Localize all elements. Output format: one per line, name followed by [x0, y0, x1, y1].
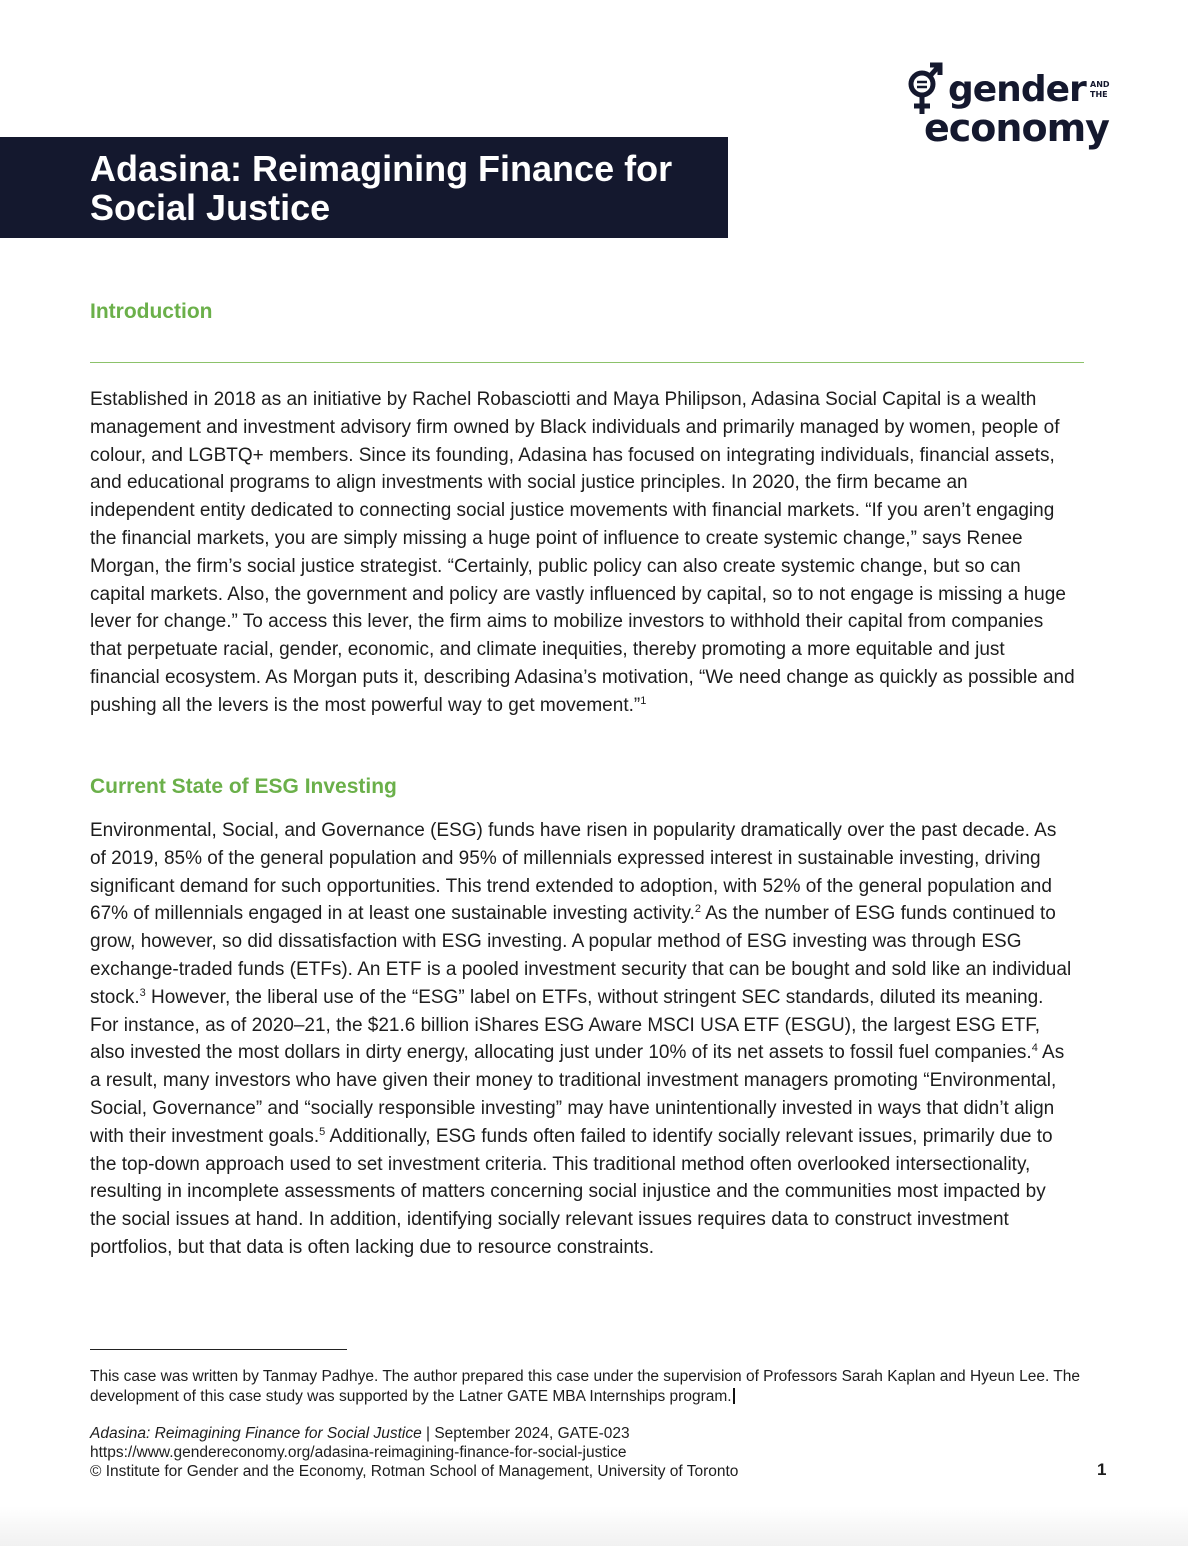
logo-word-economy: economy	[924, 106, 1109, 150]
section-heading-introduction: Introduction	[90, 300, 213, 323]
page-bottom-edge	[0, 1506, 1188, 1546]
section-divider	[90, 362, 1084, 363]
esg-text-segment: As a result, many investors who have given their money to traditional investment managers promoting “Environmental, Social, Governance” and “socially responsible investing” may have unintentionally invested in ways that didn’t align with their investment goals.	[90, 1042, 1065, 1147]
copyright: © Institute for Gender and the Economy, Rotman School of Management, University of Toronto	[90, 1463, 739, 1480]
esg-text-segment: Environmental, Social, and Governance (ESG) funds have risen in popularity dramatically over the past decade. As of 2019, 85% of the general population and 95% of millennials expressed interest in sustainable investing, driving significant demand for such opportunities. This trend extended to adoption, with 52% of the general population and 67% of millennials engaged in at least one sustainable investing activity.	[90, 820, 1057, 925]
text-cursor	[733, 1388, 735, 1404]
author-note	[90, 1367, 1090, 1407]
logo-word-the: THE	[1090, 90, 1108, 99]
gender-economy-logo	[906, 60, 1126, 160]
citation-title: Adasina: Reimagining Finance for Social Justice	[90, 1425, 422, 1442]
footnote-ref[interactable]: 4	[1031, 1042, 1038, 1055]
esg-text-segment: As the number of ESG funds continued to grow, however, so did dissatisfaction with ESG investing. A popular method of ESG investing was through ESG exchange-traded funds (ETFs). An ETF is a pooled investment security that can be bought and sold like an individual stock.	[90, 903, 1072, 1008]
introduction-paragraph	[90, 386, 1075, 720]
logo-word-gender: gender	[948, 69, 1086, 110]
footnote-ref[interactable]: 3	[139, 986, 146, 999]
esg-paragraph	[90, 817, 1075, 1262]
page-number: 1	[1097, 1460, 1107, 1479]
footnote-divider	[90, 1349, 347, 1350]
citation-line	[90, 1424, 990, 1443]
title-banner	[0, 137, 728, 238]
page-title: Adasina: Reimagining Finance for Social Justice	[90, 148, 673, 228]
logo-word-and: AND	[1090, 80, 1110, 89]
section-heading-esg: Current State of ESG Investing	[90, 775, 397, 798]
esg-text-segment: Additionally, ESG funds often failed to identify socially relevant issues, primarily due to the top-down approach used to set investment criteria. This traditional method often overlooked intersectionality, resulting in incomplete assessments of matters concerning social injustice and the communities most impacted by the social issues at hand. In addition, identifying socially relevant issues requires data to construct investment portfolios, but that data is often lacking due to resource constraints.	[90, 1125, 1053, 1258]
introduction-text: Established in 2018 as an initiative by Rachel Robasciotti and Maya Philipson, Adasina Social Capital is a wealth management and investment advisory firm owned by Black individuals and primarily managed by women, people of colour, and LGBTQ+ members. Since its founding, Adasina has focused on integrating individuals, financial assets, and educational programs to align investments with social justice principles. In 2020, the firm became an independent entity dedicated to connecting social justice movements with financial markets. “If you aren’t engaging the financial markets, you are simply missing a huge point of influence to create systemic change,” says Renee Morgan, the firm’s social justice strategist. “Certainly, public policy can also create systemic change, but so can capital markets. Also, the government and policy are vastly influenced by capital, so to not engage is missing a huge lever for change.” To access this lever, the firm aims to mobilize investors to withhold their capital from companies that perpetuate racial, gender, economic, and climate inequities, thereby promoting a more equitable and just financial ecosystem. As Morgan puts it, describing Adasina’s motivation, “We need change as quickly as possible and pushing all the levers is the most powerful way to get movement.”	[90, 389, 1075, 716]
footnote-ref[interactable]: 2	[694, 903, 701, 916]
citation-url[interactable]: https://www.gendereconomy.org/adasina-reimagining-finance-for-social-justice	[90, 1444, 627, 1461]
footnote-ref[interactable]: 5	[319, 1125, 326, 1138]
footnote-ref[interactable]: 1	[640, 694, 647, 707]
citation-date-code: | September 2024, GATE-023	[421, 1425, 630, 1442]
esg-text-segment: However, the liberal use of the “ESG” label on ETFs, without stringent SEC standards, diluted its meaning. For instance, as of 2020–21, the $21.6 billion iShares ESG Aware MSCI USA ETF (ESGU), the largest ESG ETF, also invested the most dollars in dirty energy, allocating just under 10% of its net assets to fossil fuel companies.	[90, 986, 1044, 1064]
author-note-text: This case was written by Tanmay Padhye. The author prepared this case under the supervision of Professors Sarah Kaplan and Hyeun Lee. The development of this case study was supported by the Latner GATE MBA Internships program.	[90, 1368, 1080, 1405]
citation-block	[90, 1424, 990, 1481]
